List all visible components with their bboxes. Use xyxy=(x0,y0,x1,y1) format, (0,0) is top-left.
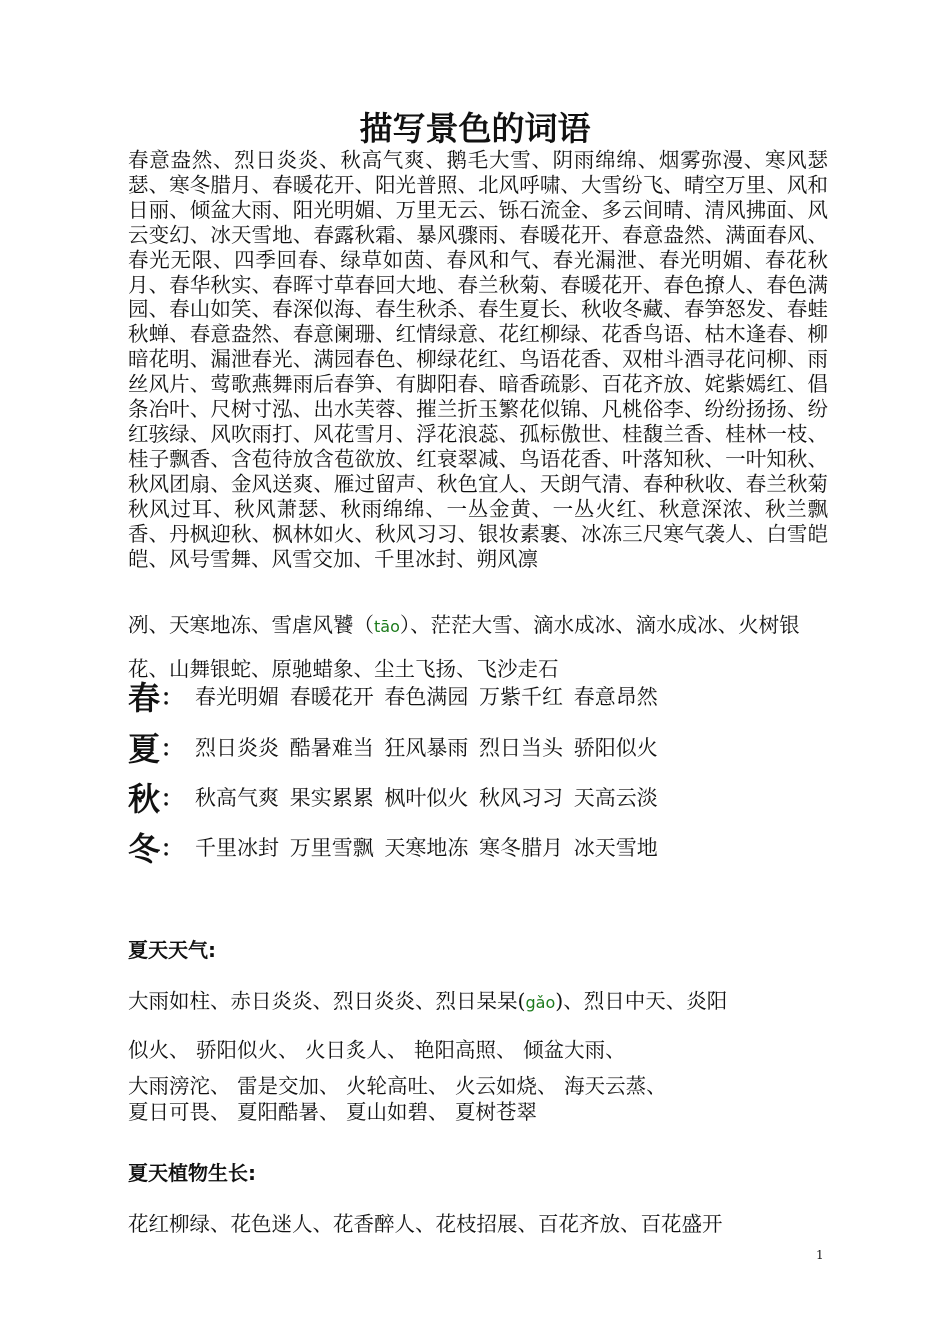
pinyin-annotation: tāo xyxy=(374,617,400,636)
season-colon: ： xyxy=(161,835,184,862)
summer-weather-line: 大雨滂沱、 雷是交加、 火轮高吐、 火云如烧、 海天云蒸、 xyxy=(128,1074,667,1098)
summer-plants-line: 花红柳绿、花色迷人、花香醉人、花枝招展、百花齐放、百花盛开 xyxy=(128,1212,723,1236)
summer-weather-heading: 夏天天气: xyxy=(128,938,216,962)
season-words: 春光明媚 春暖花开 春色满园 万紫千红 春意昂然 xyxy=(195,685,658,709)
paragraph-text: ）、茫茫大雪、滴水成冰、滴水成冰、火树银花、山舞银蛇、原驰蜡象、尘土飞扬、飞沙走石 xyxy=(128,613,800,681)
season-name: 春 xyxy=(128,679,161,717)
scenery-words-paragraph: 春意盎然、烈日炎炎、秋高气爽、鹅毛大雪、阴雨绵绵、烟雾弥漫、寒风瑟瑟、寒冬腊月、春暖花开、阳光普照、北风呼啸、大雪纷飞、晴空万里、风和日丽、倾盆大雨、阳光明媚、万里无云、铄石流金、多云间晴、清风拂面、风云变幻、冰天雪地、春露秋霜、暴风骤雨、春暖花开、春意盎然、满面春风、春光无限、四季回春、绿草如茵、春风和气、春光漏泄、春光明媚、春花秋月、春华秋实、春晖寸草春回大地、春兰秋菊、春暖花开、春色撩人、春色满园、春山如笑、春深似海、春生秋杀、春生夏长、秋收冬藏、春笋怒发、春蛙秋蝉、春意盎然、春意阑珊、红情绿意、花红柳绿、花香鸟语、枯木逢春、柳暗花明、漏泄春光、满园春色、柳绿花红、鸟语花香、双柑斗酒寻花问柳、雨丝风片、莺歌燕舞雨后春笋、有脚阳春、暗香疏影、百花齐放、姹紫嫣红、倡条冶叶、尺树寸泓、出水芙蓉、摧兰折玉繁花似锦、凡桃俗李、纷纷扬扬、纷红骇绿、风吹雨打、风花雪月、浮花浪蕊、孤标傲世、桂馥兰香、桂林一枝、桂子飘香、含苞待放含苞欲放、红衰翠减、鸟语花香、叶落知秋、一叶知秋、秋风团扇、金风送爽、雁过留声、秋色宜人、天朗气清、春种秋收、春兰秋菊秋风过耳、秋风萧瑟、秋雨绵绵、一丛金黄、一丛火红、秋意深浓、秋兰飘香、丹枫迎秋、枫林如火、秋风习习、银妆素裹、冰冻三尺寒气袭人、白雪皑皑、风号雪舞、风雪交加、千里冰封、朔风凛 xyxy=(128,148,828,571)
season-colon: ： xyxy=(161,785,184,812)
season-words: 千里冰封 万里雪飘 天寒地冻 寒冬腊月 冰天雪地 xyxy=(195,836,658,860)
season-name: 冬 xyxy=(128,830,161,868)
season-name: 秋 xyxy=(128,780,161,818)
season-row-autumn xyxy=(128,775,848,819)
page-number: 1 xyxy=(816,1248,824,1262)
summer-weather-line: 夏日可畏、 夏阳酷暑、 夏山如碧、 夏树苍翠 xyxy=(128,1100,538,1124)
pinyin-annotation: gǎo xyxy=(525,993,556,1012)
season-name: 夏 xyxy=(128,730,161,768)
line-text: 大雨如柱、赤日炎炎、烈日炎炎、烈日杲杲( xyxy=(128,989,526,1013)
season-row-summer xyxy=(128,725,848,769)
season-words: 烈日炎炎 酷暑难当 狂风暴雨 烈日当头 骄阳似火 xyxy=(195,736,658,760)
line-text: )、烈日中天、炎阳 xyxy=(555,989,728,1013)
season-colon: ： xyxy=(161,684,184,711)
summer-plants-heading: 夏天植物生长: xyxy=(128,1161,256,1185)
document-title: 描写景色的词语 xyxy=(359,109,591,148)
summer-weather-line: 似火、 骄阳似火、 火日炙人、 艳阳高照、 倾盆大雨、 xyxy=(128,1038,626,1062)
season-row-winter xyxy=(128,825,848,869)
season-row-spring xyxy=(128,674,848,718)
season-colon: ： xyxy=(161,735,184,762)
season-words: 秋高气爽 果实累累 枫叶似火 秋风习习 天高云淡 xyxy=(195,786,658,810)
paragraph-text: 冽、天寒地冻、雪虐风饕（ xyxy=(128,613,374,637)
summer-weather-line xyxy=(128,984,727,1014)
